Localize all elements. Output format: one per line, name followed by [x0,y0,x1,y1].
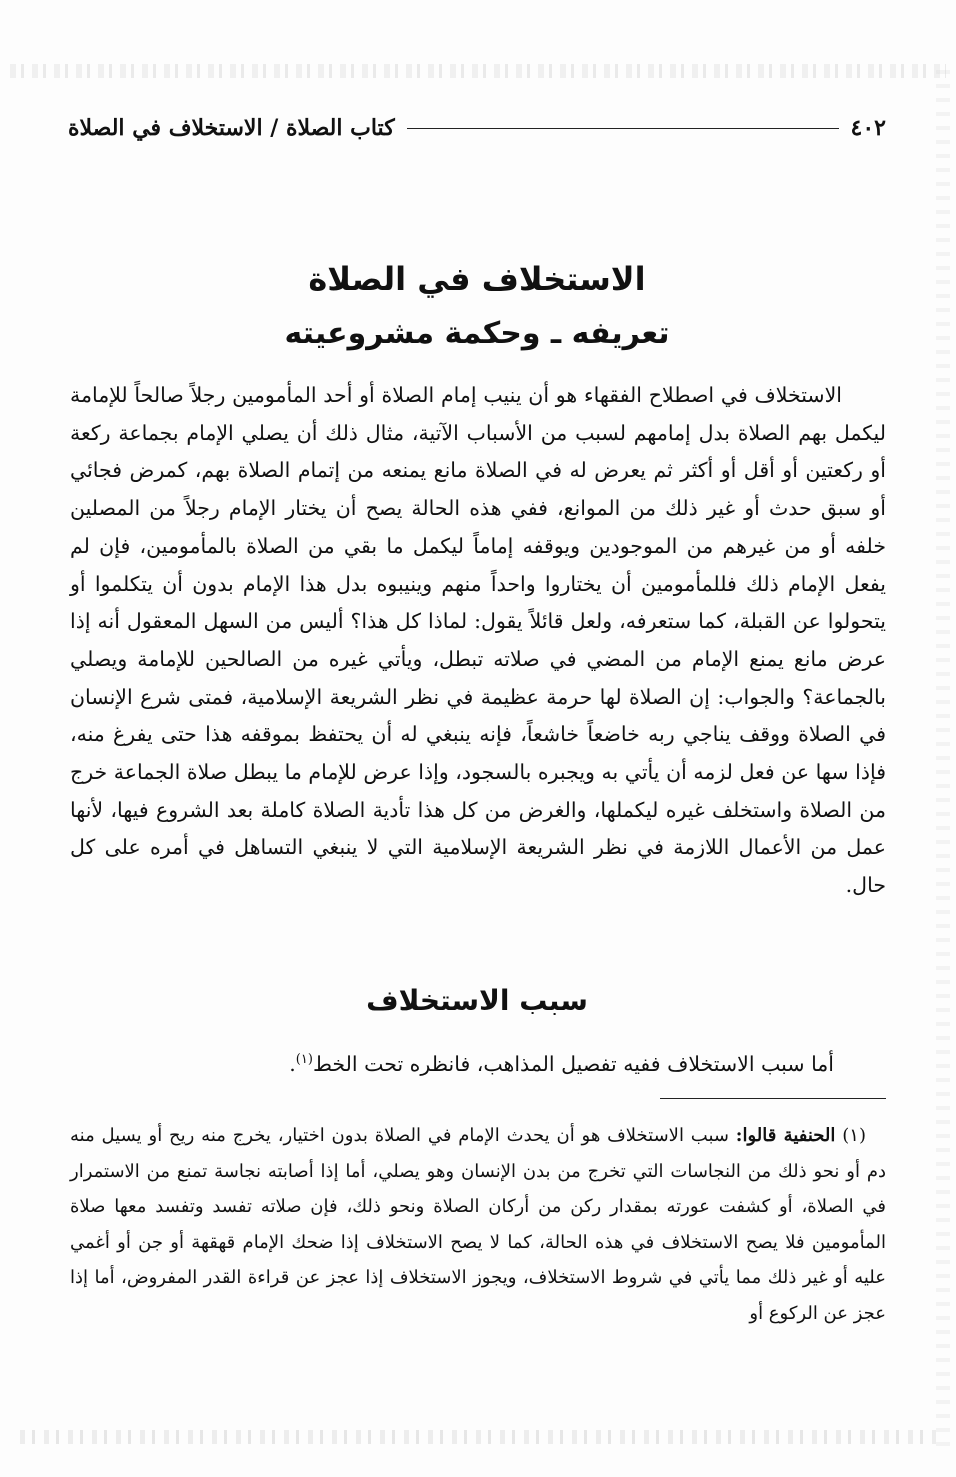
footnote [70,1118,886,1331]
scan-noise-right [936,70,950,1450]
page-number: ٤٠٢ [850,115,886,141]
chapter-subtitle: تعريفه ـ وحكمة مشروعيته [284,316,670,351]
running-title: كتاب الصلاة / الاستخلاف في الصلاة [68,115,395,141]
footnote-separator [660,1098,886,1099]
footnote-text: سبب الاستخلاف هو أن يحدث الإمام في الصلاة بدون اختيار، يخرج منه ريح أو يسيل منه دم أو نحو ذلك من النجاسات التي تخرج من بدن الإنسان وهو يصلي، أما إذا أصابته نجاسة تمنع من الاستمرار في الصلاة، أو كشفت عورته بمقدار ركن من أركان الصلاة ونحو ذلك، فإن صلاته تفسد وتفسد معها صلاة المأمومين فلا يصح الاستخلاف في هذه الحالة، كما لا يصح الاستخلاف إذا ضحك الإمام قهقهة أو جن أو أغمي عليه أو غير ذلك مما يأتي في شروط الاستخلاف، ويجوز الاستخلاف إذا عجز عن قراءة القدر المفروض، أما إذا عجز عن الركوع أو [70,1125,886,1324]
scan-noise-top [10,64,946,78]
section-paragraph-text: أما سبب الاستخلاف ففيه تفصيل المذاهب، فانظره تحت الخط [312,1051,834,1076]
footnote-label: الحنفية قالوا: [735,1125,836,1146]
scan-noise-bottom [20,1430,936,1444]
body-paragraph-text: الاستخلاف في اصطلاح الفقهاء هو أن ينيب إمام الصلاة أو أحد المأمومين رجلاً صالحاً للإمامة ليكمل بهم الصلاة بدل إمامهم لسبب من الأسباب الآتية، مثال ذلك أن يصلي الإمام بجماعة ركعة أو ركعتين أو أقل أو أكثر ثم يعرض له في الصلاة مانع يمنعه من إتمام الصلاة بهم، كمرض فجائي أو سبق حدث أو غير ذلك من الموانع، ففي هذه الحالة يصح أن يختار الإمام رجلاً من المصلين خلفه أو من غيرهم من الموجودين ويوقفه إماماً ليكمل ما بقي من الصلاة بالمأمومين، فإن لم يفعل الإمام ذلك فللمأمومين أن يختاروا واحداً منهم وينيبوه بدل هذا الإمام بدون أن يتكلموا أو يتحولوا عن القبلة، كما ستعرفه، ولعل قائلاً يقول: لماذا كل هذا؟ أليس من السهل المعقول أنه إذا عرض مانع يمنع الإمام من المضي في صلاته تبطل، ويأتي غيره من الصالحين للإمامة ويصلي بالجماعة؟ والجواب: إن الصلاة لها حرمة عظيمة في نظر الشريعة الإسلامية، فمتى شرع الإنسان في الصلاة ووقف يناجي ربه خاضعاً خاشعاً، فإنه ينبغي له أن يحتفظ بموقفه هذا حتى يفرغ منه، فإذا سها عن فعل لزمه أن يأتي به ويجبره بالسجود، وإذا عرض للإمام ما يبطل صلاة الجماعة خرج من الصلاة واستخلف غيره ليكملها، والغرض من كل هذا تأدية الصلاة كاملة بعد الشروع فيها، لأنها عمل من الأعمال اللازمة في نظر الشريعة الإسلامية التي لا ينبغي التساهل في أمره على كل حال. [70,383,886,898]
section-end-mark: . [289,1051,296,1076]
chapter-title: الاستخلاف في الصلاة [308,260,646,298]
section-heading: سبب الاستخلاف [366,984,588,1017]
footnote-number: (١) [842,1125,866,1146]
body-paragraph [70,377,886,905]
header-rule [407,128,839,129]
running-header [68,110,886,146]
footnote-reference[interactable]: (١) [295,1052,313,1067]
section-paragraph [70,1042,834,1082]
